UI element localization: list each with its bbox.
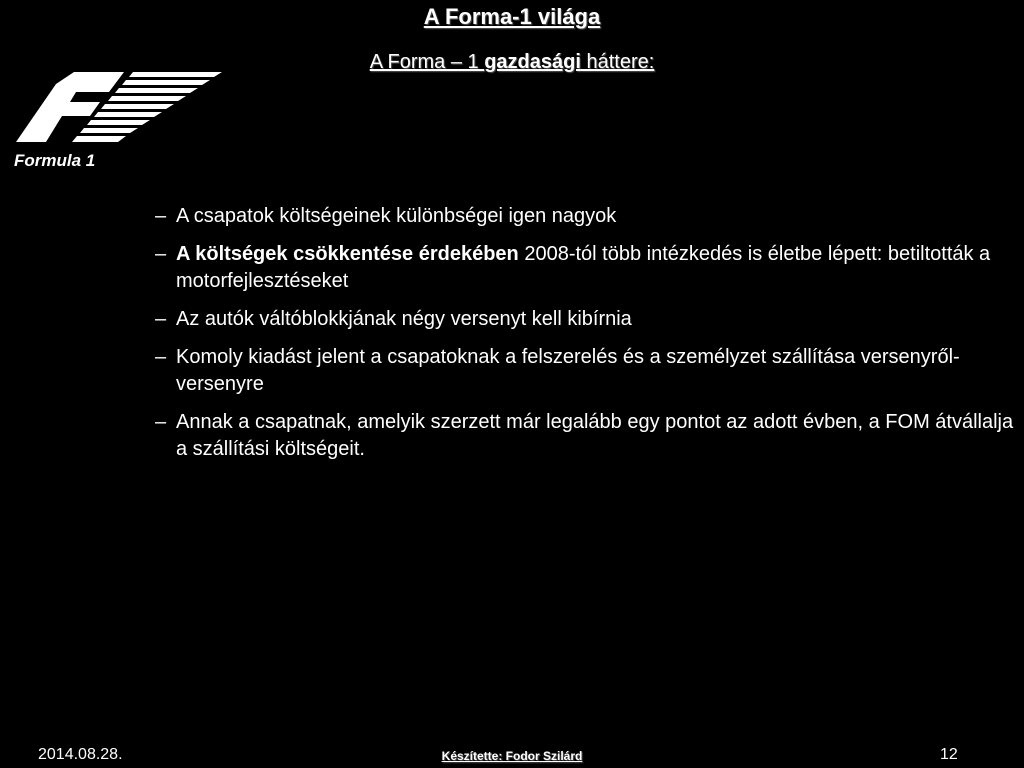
bullet-dash: – (155, 411, 167, 433)
bullet-dash: – (155, 346, 167, 368)
bullet-text: Az autók váltóblokkjának négy versenyt kell kibírnia (176, 308, 632, 330)
bullet-text: Annak a csapatnak, amelyik szerzett már legalább egy pontot az adott évben, a FOM átvállalja a szállítási költségeit. (176, 411, 1014, 460)
bullet-dash: – (155, 243, 167, 265)
bullet-list (155, 203, 1015, 474)
subtitle-bold: gazdasági (484, 51, 581, 73)
bullet-bold: A költségek csökkentése érdekében (176, 243, 519, 265)
bullet-item (155, 409, 1015, 463)
bullet-text: 2008-tól több intézkedés is életbe lépett: betiltották a motorfejlesztéseket (176, 243, 991, 292)
footer-date: 2014.08.28. (38, 746, 123, 763)
bullet-item (155, 344, 1015, 398)
bullet-item (155, 203, 1015, 230)
slide-title: A Forma-1 világa (423, 4, 601, 29)
bullet-item (155, 306, 1015, 333)
footer-author: Készítette: Fodor Szilárd (441, 749, 583, 763)
bullet-text: A csapatok költségeinek különbségei igen nagyok (176, 205, 617, 227)
subtitle-post: háttere: (580, 51, 655, 73)
page-number: 12 (940, 746, 958, 763)
subtitle-pre: A Forma – 1 (369, 51, 485, 73)
bullet-dash: – (155, 308, 167, 330)
bullet-text: Komoly kiadást jelent a csapatoknak a felszerelés és a személyzet szállítása versenyről-versenyre (176, 346, 960, 395)
bullet-item (155, 241, 1015, 295)
logo-wordmark: Formula 1 (14, 151, 96, 170)
bullet-dash: – (155, 205, 167, 227)
formula-1-logo (12, 70, 224, 170)
